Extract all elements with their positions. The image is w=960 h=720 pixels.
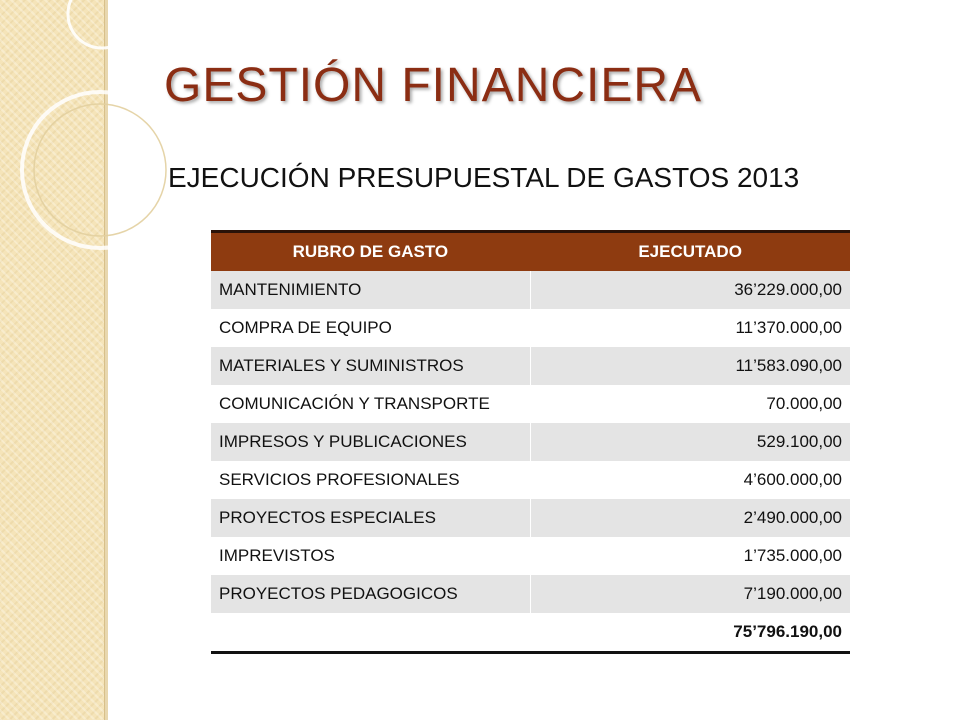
- table-row: [211, 309, 851, 347]
- budget-table: [210, 230, 850, 654]
- total-row: [211, 613, 851, 653]
- rubro-cell: MANTENIMIENTO: [211, 271, 531, 309]
- table-body: [211, 271, 851, 653]
- slide-title: GESTIÓN FINANCIERA: [164, 59, 703, 112]
- ejecutado-cell: 529.100,00: [530, 423, 850, 461]
- table-header-row: [211, 232, 851, 272]
- table-row: [211, 575, 851, 613]
- total-label-cell: [211, 613, 531, 653]
- table-row: [211, 385, 851, 423]
- ejecutado-cell: 11’583.090,00: [530, 347, 850, 385]
- rubro-cell: PROYECTOS ESPECIALES: [211, 499, 531, 537]
- table-row: [211, 499, 851, 537]
- rubro-cell: COMPRA DE EQUIPO: [211, 309, 531, 347]
- table-row: [211, 461, 851, 499]
- table-row: [211, 537, 851, 575]
- column-header-rubro: RUBRO DE GASTO: [211, 232, 531, 272]
- column-header-ejecutado: EJECUTADO: [530, 232, 850, 272]
- rubro-cell: COMUNICACIÓN Y TRANSPORTE: [211, 385, 531, 423]
- rubro-cell: PROYECTOS PEDAGOGICOS: [211, 575, 531, 613]
- decorative-circles: [0, 0, 200, 260]
- total-amount: 75’796.190,00: [530, 613, 850, 653]
- rubro-cell: MATERIALES Y SUMINISTROS: [211, 347, 531, 385]
- ejecutado-cell: 4’600.000,00: [530, 461, 850, 499]
- rubro-cell: IMPRESOS Y PUBLICACIONES: [211, 423, 531, 461]
- ejecutado-cell: 36’229.000,00: [530, 271, 850, 309]
- rubro-cell: SERVICIOS PROFESIONALES: [211, 461, 531, 499]
- slide-subtitle: EJECUCIÓN PRESUPUESTAL DE GASTOS 2013: [168, 162, 800, 193]
- table-row: [211, 423, 851, 461]
- ejecutado-cell: 1’735.000,00: [530, 537, 850, 575]
- ejecutado-cell: 2’490.000,00: [530, 499, 850, 537]
- table-row: [211, 347, 851, 385]
- table-row: [211, 271, 851, 309]
- ejecutado-cell: 11’370.000,00: [530, 309, 850, 347]
- ejecutado-cell: 70.000,00: [530, 385, 850, 423]
- rubro-cell: IMPREVISTOS: [211, 537, 531, 575]
- ejecutado-cell: 7’190.000,00: [530, 575, 850, 613]
